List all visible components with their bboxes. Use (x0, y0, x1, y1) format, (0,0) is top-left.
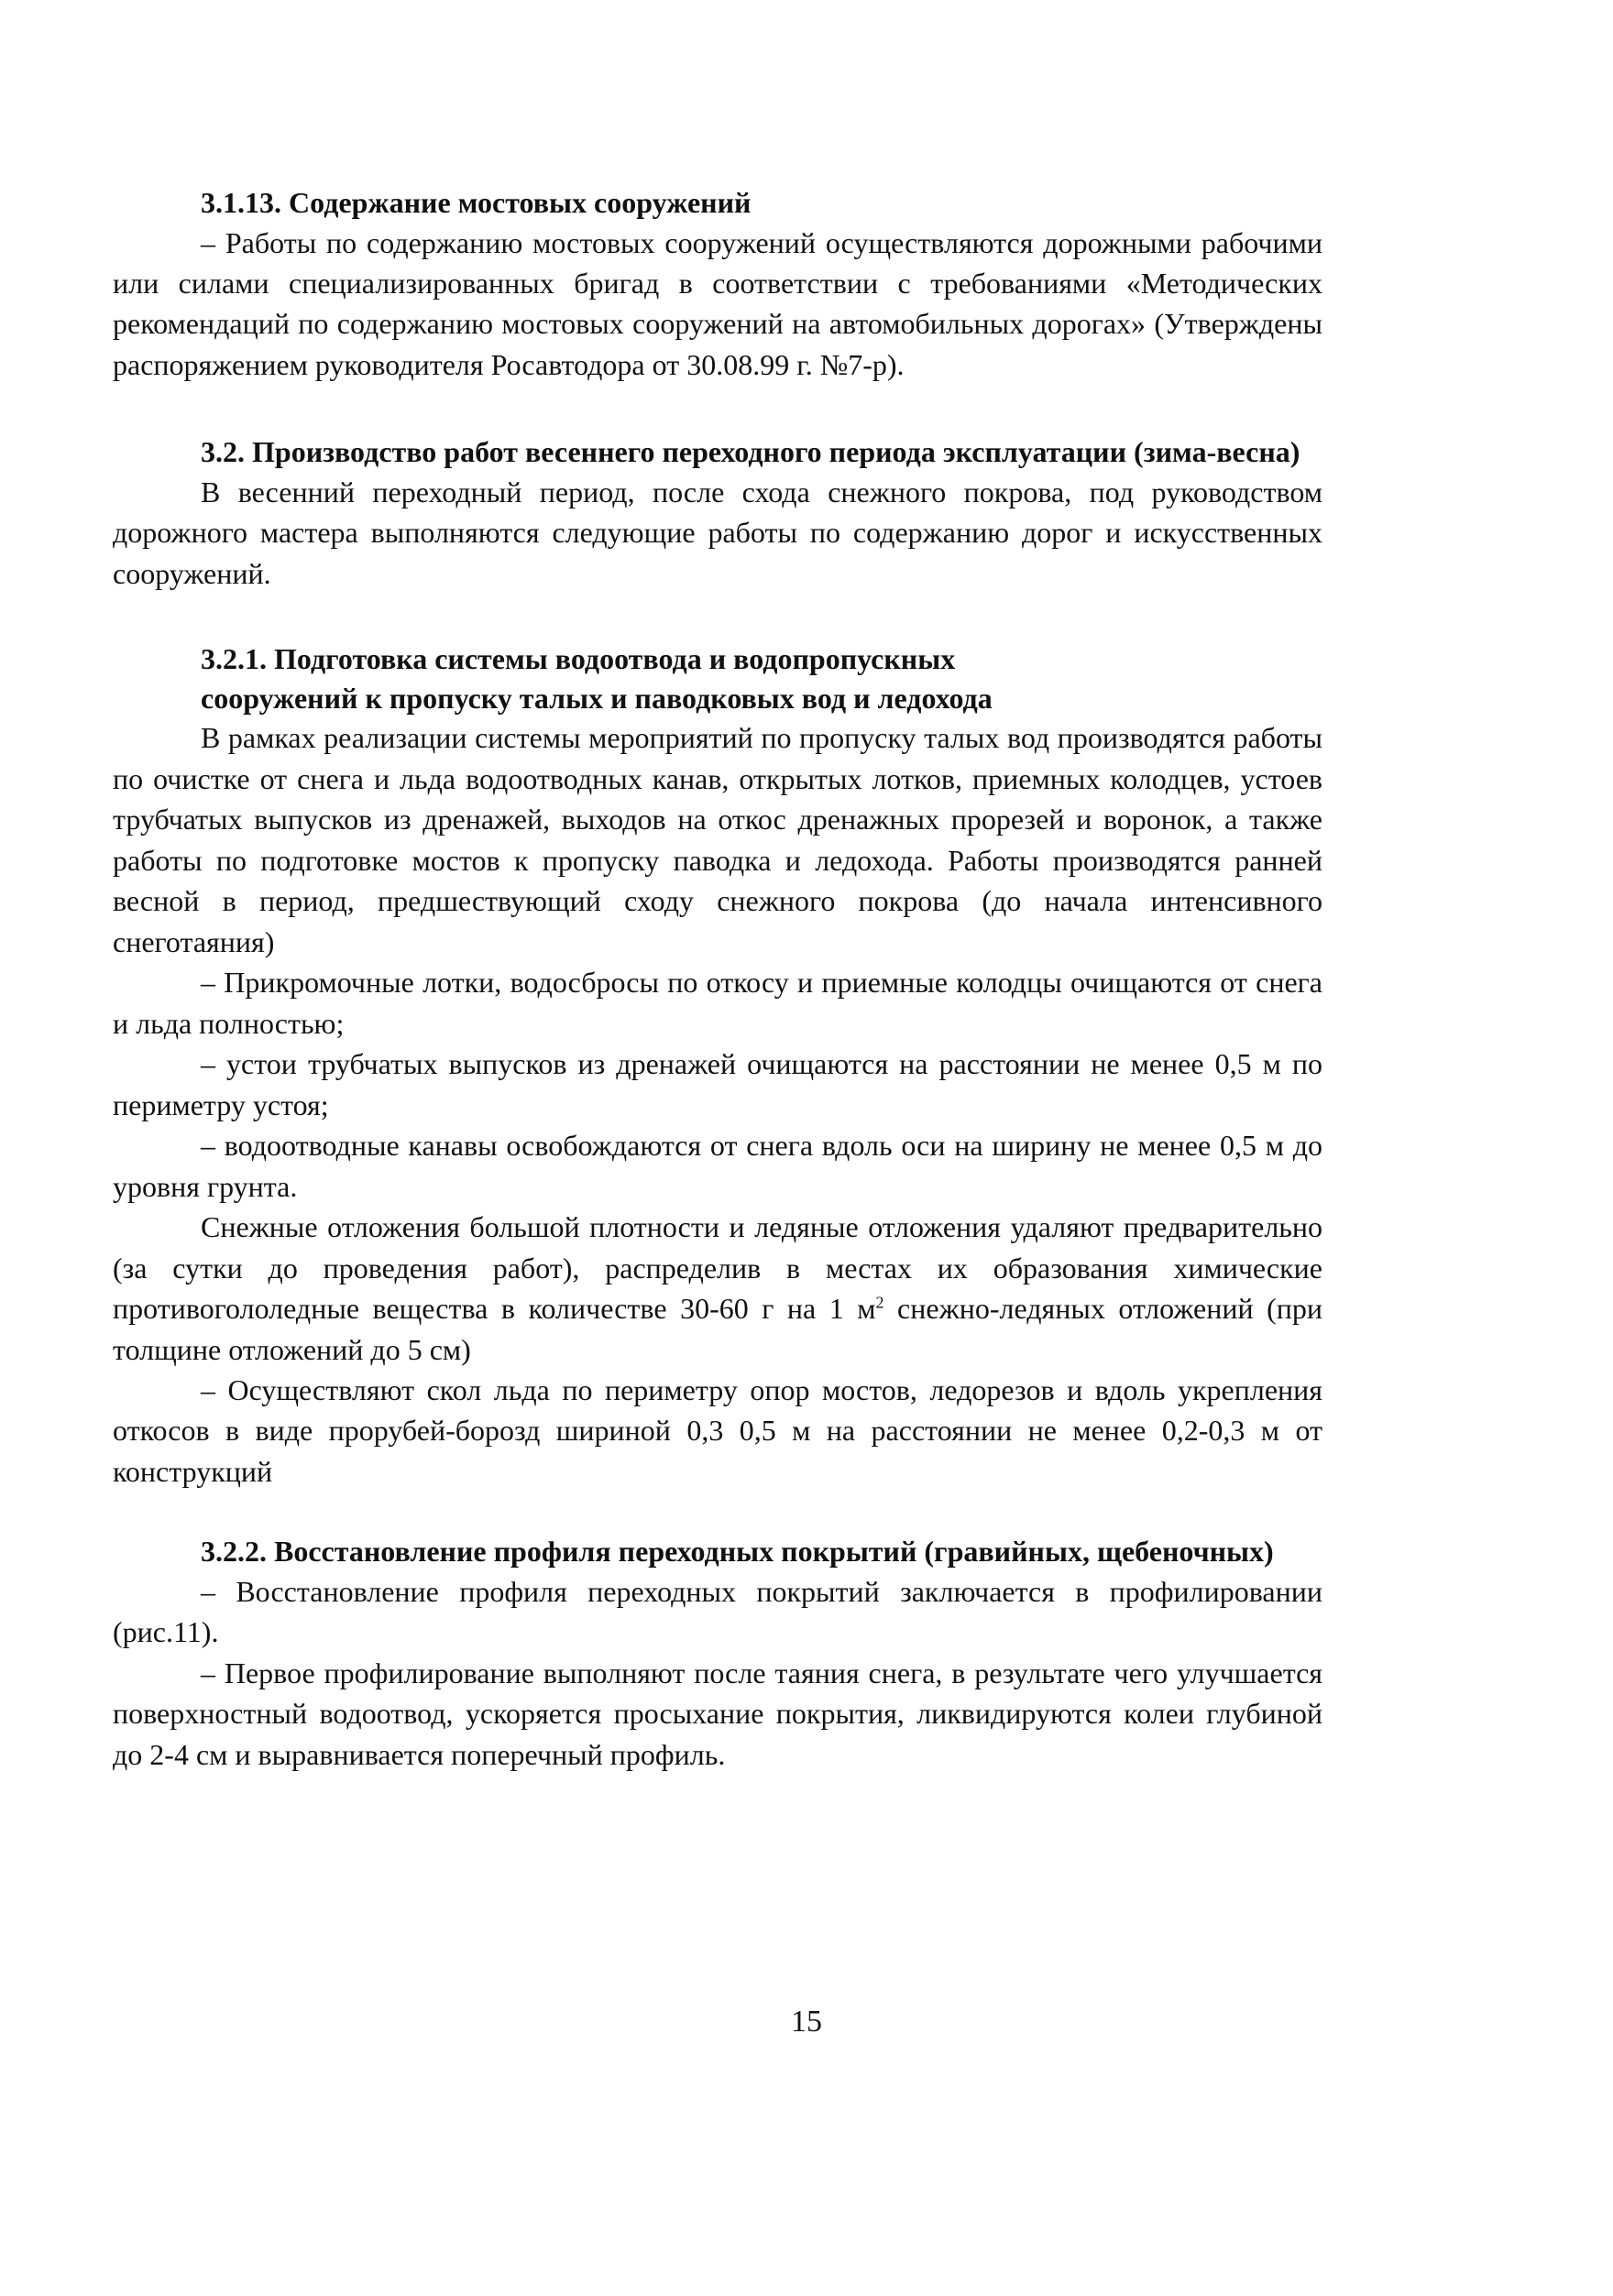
section-heading: 3.2. Производство работ весеннего переходного периода эксплуатации (зима-весна) (201, 435, 1300, 469)
list-item: – Восстановление профиля переходных покрытий заключается в профилировании (рис.11). (113, 1574, 1322, 1649)
paragraph: В рамках реализации системы мероприятий по пропуску талых вод производятся работы по очистке от снега и льда водоотводных канав, открытых лотков, приемных колодцев, устоев трубчатых выпусков из дренажей, выходов на откос дренажных прорезей и воронок, а также работы по подготовке мостов к пропуску паводка и ледохода. Работы производятся ранней весной в период, предшествующий сходу снежного покрова (до начала интенсивного снеготаяния) (113, 721, 1322, 958)
list-item: – водоотводные канавы освобождаются от снега вдоль оси на ширину не менее 0,5 м до уровня грунта. (113, 1129, 1322, 1203)
section-heading: 3.2.2. Восстановление профиля переходных покрытий (гравийных, щебеночных) (201, 1535, 1274, 1569)
list-item: – Осуществляют скол льда по периметру опор мостов, ледорезов и вдоль укрепления откосов в виде прорубей-борозд шириной 0,3 0,5 м на расстоянии не менее 0,2-0,3 м от конструкций (113, 1372, 1322, 1488)
section-heading-line-2: сооружений к пропуску талых и паводковых вод и ледохода (201, 681, 993, 715)
text-fragment: Снежные отложения большой плотности и ледяные отложения удаляют предварительно (за сутки до проведения работ), распределив в местах их образования химические противогололедные вещества в количестве 30-60 г на 1 м (113, 1210, 1322, 1326)
section-3-2 (113, 432, 1322, 594)
paragraph-snow-deposits (113, 1207, 1322, 1370)
paragraph: В весенний переходный период, после схода снежного покрова, под руководством дорожного мастера выполняются следующие работы по содержанию дорог и искусственных сооружений. (113, 475, 1322, 590)
text-fragment: снежно-ледяных отложений (при толщине отложений до 5 см) (113, 1292, 1323, 1366)
paragraph: – Работы по содержанию мостовых сооружений осуществляются дорожными рабочими или силами специализированных бригад в соответствии с требованиями «Методических рекомендаций по содержанию мостовых сооружений на автомобильных дорогах» (Утверждены распоряжением руководителя Росавтодора от 30.08.99 г. №7-р). (113, 225, 1322, 381)
section-3-2-2 (113, 1532, 1322, 1775)
list-item: – Прикромочные лотки, водосбросы по откосу и приемные колодцы очищаются от снега и льда полностью; (113, 966, 1322, 1040)
section-heading-line-1: 3.2.1. Подготовка системы водоотвода и водопропускных (201, 642, 956, 676)
list-item: – Первое профилирование выполняют после таяния снега, в результате чего улучшается поверхностный водоотвод, ускоряется просыхание покрытия, ликвидируются колеи глубиной до 2-4 см и выравнивается поперечный профиль. (113, 1656, 1322, 1771)
section-3-1-13 (113, 183, 1322, 385)
page-number: 15 (791, 2005, 822, 2039)
document-page (113, 183, 1322, 1822)
section-3-2-1 (113, 640, 1322, 1492)
superscript: 2 (875, 1293, 884, 1312)
list-item: – устои трубчатых выпусков из дренажей очищаются на расстоянии не менее 0,5 м по периметру устоя; (113, 1047, 1322, 1121)
section-heading: 3.1.13. Содержание мостовых сооружений (201, 186, 752, 219)
